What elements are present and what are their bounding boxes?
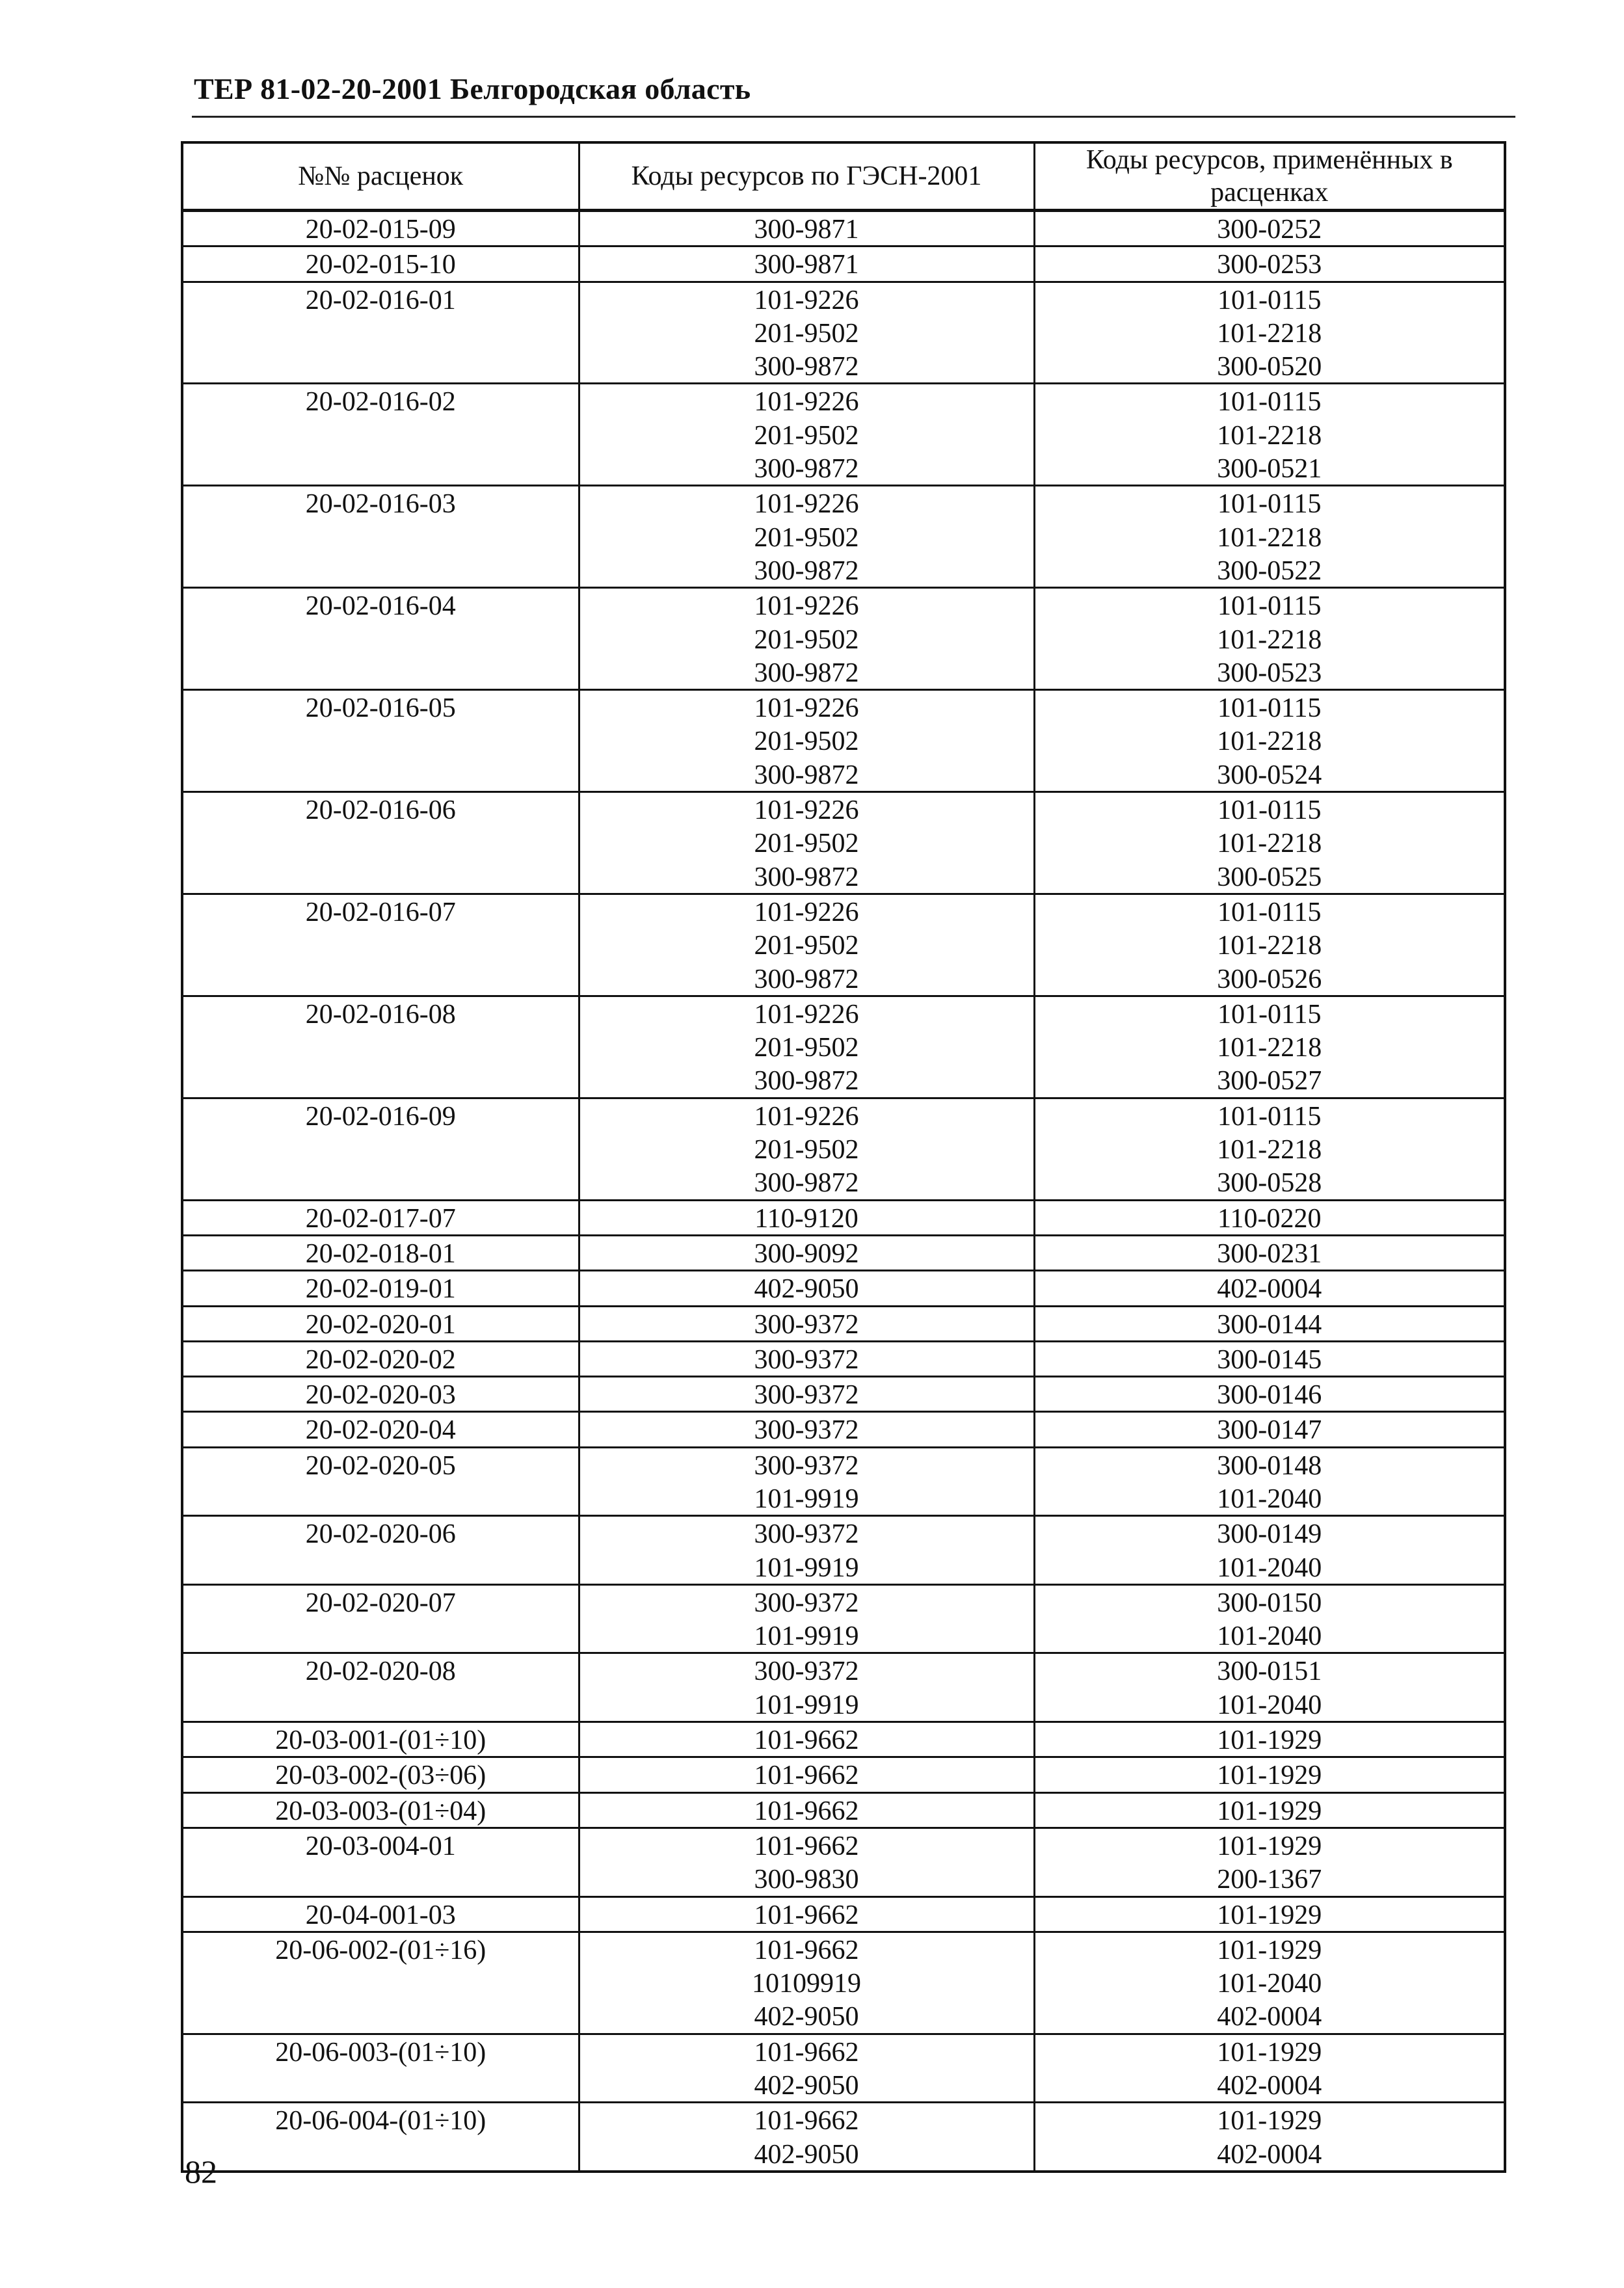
applied-code: 101-0115: [1218, 693, 1322, 724]
applied-code: 101-1929: [1217, 1935, 1322, 1965]
rate-number: 20-03-004-01: [305, 1831, 456, 1861]
applied-code: 101-2218: [1217, 522, 1322, 553]
applied-code: 101-0115: [1218, 999, 1322, 1030]
rate-number-cell: [182, 1828, 579, 1896]
gesn-code: 201-9502: [754, 318, 859, 349]
gesn-code: 101-9226: [754, 591, 859, 622]
rate-number-cell: [182, 1584, 579, 1653]
table-row: [182, 1306, 1505, 1341]
rate-number: 20-02-016-08: [305, 999, 456, 1030]
column-header-gesn-codes: Коды ресурсов по ГЭСН-2001: [579, 142, 1034, 211]
applied-code: 101-2218: [1217, 318, 1322, 349]
applied-code: 300-0527: [1217, 1066, 1322, 1097]
rate-number-cell: [182, 486, 579, 588]
applied-codes-cell: [1034, 1896, 1505, 1932]
rate-number: 20-02-017-07: [305, 1203, 456, 1234]
rate-number-cell: [182, 2103, 579, 2172]
applied-codes-cell: [1034, 1722, 1505, 1757]
rate-number: 20-02-020-08: [305, 1656, 456, 1687]
applied-code: 101-2040: [1217, 1969, 1322, 1999]
applied-code: 300-0145: [1217, 1344, 1322, 1375]
applied-code: 402-0004: [1217, 2071, 1322, 2101]
table-row: [182, 1412, 1505, 1447]
rate-number-cell: [182, 282, 579, 384]
applied-code: 101-2040: [1217, 1552, 1322, 1583]
gesn-code: 201-9502: [754, 829, 859, 859]
table-row: [182, 2103, 1505, 2172]
rate-number-cell: [182, 1412, 579, 1447]
applied-code: 101-2040: [1217, 1690, 1322, 1720]
applied-code: 101-0115: [1218, 897, 1322, 927]
rate-number: 20-02-020-07: [305, 1588, 456, 1618]
gesn-code: 201-9502: [754, 522, 859, 553]
applied-code: 300-0252: [1217, 215, 1322, 245]
rate-number: 20-06-003-(01÷10): [275, 2037, 486, 2068]
gesn-codes-cell: [579, 996, 1034, 1098]
applied-code: 101-0115: [1218, 285, 1322, 315]
applied-codes-cell: [1034, 2103, 1505, 2172]
applied-code: 101-2218: [1217, 726, 1322, 757]
table-row: [182, 1377, 1505, 1412]
gesn-code: 300-9372: [754, 1656, 859, 1687]
gesn-codes-cell: [579, 690, 1034, 792]
rate-number-cell: [182, 1757, 579, 1792]
applied-code: 300-0528: [1217, 1168, 1322, 1199]
gesn-code: 300-9872: [754, 555, 859, 586]
applied-codes-cell: [1034, 1516, 1505, 1585]
gesn-code: 201-9502: [754, 624, 859, 655]
applied-code: 200-1367: [1217, 1865, 1322, 1895]
applied-code: 101-2040: [1217, 1483, 1322, 1514]
applied-code: 300-0524: [1217, 760, 1322, 790]
gesn-codes-cell: [579, 1306, 1034, 1341]
applied-codes-cell: [1034, 996, 1505, 1098]
gesn-codes-cell: [579, 792, 1034, 894]
applied-code: 101-2040: [1217, 1621, 1322, 1652]
applied-code: 101-2218: [1217, 1033, 1322, 1063]
rate-number: 20-03-001-(01÷10): [275, 1725, 486, 1756]
rate-number-cell: [182, 1447, 579, 1516]
gesn-code: 300-9872: [754, 964, 859, 994]
applied-code: 300-0151: [1217, 1656, 1322, 1687]
table-row: [182, 792, 1505, 894]
table-row: [182, 894, 1505, 996]
gesn-code: 300-9872: [754, 862, 859, 892]
table-body: [182, 211, 1505, 2172]
rate-number-cell: [182, 1098, 579, 1200]
applied-codes-cell: [1034, 1235, 1505, 1270]
page-number: 82: [185, 2153, 217, 2190]
table-row: [182, 1200, 1505, 1235]
gesn-code: 110-9120: [754, 1203, 859, 1234]
applied-code: 300-0231: [1217, 1238, 1322, 1269]
table-row: [182, 211, 1505, 246]
gesn-code: 402-9050: [754, 1274, 859, 1305]
applied-code: 101-2218: [1217, 624, 1322, 655]
gesn-code: 402-9050: [754, 2139, 859, 2170]
gesn-codes-cell: [579, 1584, 1034, 1653]
column-header-rate-number: №№ расценок: [182, 142, 579, 211]
rate-number: 20-02-016-09: [305, 1101, 456, 1132]
applied-code: 300-0146: [1217, 1380, 1322, 1411]
applied-codes-cell: [1034, 1828, 1505, 1896]
applied-codes-cell: [1034, 1792, 1505, 1828]
rate-number-cell: [182, 1306, 579, 1341]
gesn-code: 300-9372: [754, 1344, 859, 1375]
applied-code: 101-0115: [1218, 591, 1322, 622]
table-row: [182, 1341, 1505, 1376]
rate-number: 20-02-016-01: [305, 285, 456, 315]
gesn-code: 101-9662: [754, 1831, 859, 1861]
rate-number: 20-02-015-09: [305, 215, 456, 245]
gesn-codes-cell: [579, 1932, 1034, 2034]
table-row: [182, 1828, 1505, 1896]
gesn-code: 101-9919: [754, 1690, 859, 1720]
gesn-code: 201-9502: [754, 726, 859, 757]
gesn-code: 402-9050: [754, 2071, 859, 2101]
applied-codes-cell: [1034, 792, 1505, 894]
table-row: [182, 690, 1505, 792]
rate-number-cell: [182, 1932, 579, 2034]
rate-number: 20-02-016-04: [305, 591, 456, 622]
rate-number: 20-03-002-(03÷06): [275, 1761, 486, 1791]
gesn-code: 300-9872: [754, 760, 859, 790]
gesn-code: 201-9502: [754, 1135, 859, 1165]
applied-codes-cell: [1034, 246, 1505, 282]
gesn-codes-cell: [579, 894, 1034, 996]
gesn-codes-cell: [579, 1722, 1034, 1757]
rate-number: 20-02-016-07: [305, 897, 456, 927]
rate-number: 20-06-002-(01÷16): [275, 1935, 486, 1965]
gesn-code: 101-9919: [754, 1552, 859, 1583]
gesn-codes-cell: [579, 1341, 1034, 1376]
applied-code: 101-0115: [1218, 489, 1322, 520]
applied-code: 101-2218: [1217, 1135, 1322, 1165]
column-header-applied-codes: Коды ресурсов, применённых в расценках: [1034, 142, 1505, 211]
rate-number: 20-02-016-06: [305, 795, 456, 826]
applied-code: 300-0148: [1217, 1450, 1322, 1481]
applied-code: 300-0520: [1217, 352, 1322, 382]
table-row: [182, 996, 1505, 1098]
gesn-code: 101-9662: [754, 1900, 859, 1930]
applied-code: 300-0147: [1217, 1415, 1322, 1446]
gesn-code: 101-9226: [754, 489, 859, 520]
applied-code: 101-2218: [1217, 931, 1322, 961]
applied-codes-cell: [1034, 1653, 1505, 1722]
rate-number-cell: [182, 1516, 579, 1585]
applied-codes-cell: [1034, 1341, 1505, 1376]
gesn-codes-cell: [579, 1447, 1034, 1516]
applied-code: 300-0525: [1217, 862, 1322, 892]
rate-number-cell: [182, 1653, 579, 1722]
rate-number: 20-02-019-01: [305, 1274, 456, 1305]
gesn-code: 101-9226: [754, 285, 859, 315]
applied-code: 101-0115: [1218, 387, 1322, 418]
table-row: [182, 1516, 1505, 1585]
gesn-code: 101-9662: [754, 1725, 859, 1756]
gesn-code: 201-9502: [754, 420, 859, 451]
gesn-code: 101-9919: [754, 1621, 859, 1652]
gesn-codes-cell: [579, 1516, 1034, 1585]
rate-number-cell: [182, 690, 579, 792]
table-row: [182, 1271, 1505, 1306]
gesn-code: 300-9372: [754, 1309, 859, 1340]
applied-code: 300-0521: [1217, 454, 1322, 485]
gesn-codes-cell: [579, 1828, 1034, 1896]
rate-number: 20-02-016-02: [305, 387, 456, 418]
rate-number-cell: [182, 894, 579, 996]
gesn-codes-cell: [579, 2034, 1034, 2103]
rate-number: 20-02-016-03: [305, 489, 456, 520]
applied-codes-cell: [1034, 1447, 1505, 1516]
gesn-code: 300-9872: [754, 352, 859, 382]
rate-number: 20-03-003-(01÷04): [275, 1796, 486, 1826]
rate-number: 20-02-016-05: [305, 693, 456, 724]
gesn-code: 300-9872: [754, 1066, 859, 1097]
rate-number-cell: [182, 1271, 579, 1306]
gesn-code: 101-9226: [754, 387, 859, 418]
resource-codes-table: [181, 141, 1506, 2173]
rate-number: 20-02-020-04: [305, 1415, 456, 1446]
gesn-code: 101-9226: [754, 897, 859, 927]
gesn-codes-cell: [579, 1896, 1034, 1932]
applied-code: 402-0004: [1217, 2002, 1322, 2032]
gesn-codes-cell: [579, 1412, 1034, 1447]
gesn-code: 300-9092: [754, 1238, 859, 1269]
rate-number-cell: [182, 1722, 579, 1757]
gesn-code: 300-9872: [754, 1168, 859, 1199]
applied-code: 402-0004: [1217, 1274, 1322, 1305]
applied-code: 300-0253: [1217, 250, 1322, 280]
gesn-code: 300-9372: [754, 1380, 859, 1411]
applied-code: 101-1929: [1217, 1900, 1322, 1930]
applied-codes-cell: [1034, 486, 1505, 588]
table-row: [182, 384, 1505, 486]
table-header-row: [182, 142, 1505, 211]
applied-codes-cell: [1034, 588, 1505, 690]
gesn-code: 300-9871: [754, 215, 859, 245]
applied-codes-cell: [1034, 1377, 1505, 1412]
applied-code: 300-0523: [1217, 658, 1322, 688]
table-row: [182, 1098, 1505, 1200]
rate-number-cell: [182, 996, 579, 1098]
table-row: [182, 1584, 1505, 1653]
gesn-code: 10109919: [752, 1969, 861, 1999]
applied-code: 300-0150: [1217, 1588, 1322, 1618]
applied-code: 101-1929: [1217, 1725, 1322, 1756]
applied-codes-cell: [1034, 1757, 1505, 1792]
rate-number-cell: [182, 1896, 579, 1932]
gesn-codes-cell: [579, 211, 1034, 246]
gesn-code: 300-9372: [754, 1588, 859, 1618]
table-row: [182, 1235, 1505, 1270]
gesn-code: 402-9050: [754, 2002, 859, 2032]
table-row: [182, 1447, 1505, 1516]
gesn-code: 101-9662: [754, 1796, 859, 1826]
rate-number-cell: [182, 246, 579, 282]
applied-code: 101-1929: [1217, 1796, 1322, 1826]
applied-code: 101-2218: [1217, 420, 1322, 451]
applied-code: 101-1929: [1217, 1831, 1322, 1861]
rate-number: 20-06-004-(01÷10): [275, 2106, 486, 2136]
table-row: [182, 588, 1505, 690]
applied-code: 402-0004: [1217, 2139, 1322, 2170]
gesn-code: 101-9919: [754, 1483, 859, 1514]
applied-codes-cell: [1034, 690, 1505, 792]
applied-code: 110-0220: [1218, 1203, 1322, 1234]
rate-number-cell: [182, 588, 579, 690]
gesn-code: 300-9372: [754, 1415, 859, 1446]
gesn-codes-cell: [579, 282, 1034, 384]
applied-code: 101-1929: [1217, 1761, 1322, 1791]
gesn-code: 101-9662: [754, 2106, 859, 2136]
applied-codes-cell: [1034, 1200, 1505, 1235]
rate-number: 20-02-020-01: [305, 1309, 456, 1340]
rate-number-cell: [182, 384, 579, 486]
applied-codes-cell: [1034, 1098, 1505, 1200]
rate-number-cell: [182, 2034, 579, 2103]
gesn-code: 101-9226: [754, 999, 859, 1030]
table-row: [182, 2034, 1505, 2103]
applied-code: 300-0526: [1217, 964, 1322, 994]
gesn-code: 101-9226: [754, 693, 859, 724]
gesn-code: 201-9502: [754, 931, 859, 961]
applied-code: 101-0115: [1218, 795, 1322, 826]
table-row: [182, 1792, 1505, 1828]
applied-codes-cell: [1034, 282, 1505, 384]
gesn-code: 300-9871: [754, 250, 859, 280]
rate-number: 20-02-018-01: [305, 1238, 456, 1269]
gesn-codes-cell: [579, 1653, 1034, 1722]
gesn-code: 101-9226: [754, 795, 859, 826]
table-row: [182, 1757, 1505, 1792]
gesn-codes-cell: [579, 1235, 1034, 1270]
gesn-codes-cell: [579, 1098, 1034, 1200]
table-row: [182, 1653, 1505, 1722]
gesn-code: 201-9502: [754, 1033, 859, 1063]
applied-codes-cell: [1034, 894, 1505, 996]
gesn-codes-cell: [579, 1200, 1034, 1235]
gesn-codes-cell: [579, 588, 1034, 690]
gesn-code: 300-9872: [754, 658, 859, 688]
rate-number: 20-02-015-10: [305, 250, 456, 280]
applied-codes-cell: [1034, 384, 1505, 486]
applied-codes-cell: [1034, 2034, 1505, 2103]
applied-codes-cell: [1034, 211, 1505, 246]
table-row: [182, 1932, 1505, 2034]
rate-number-cell: [182, 1235, 579, 1270]
gesn-code: 101-9662: [754, 1935, 859, 1965]
gesn-code: 300-9830: [754, 1865, 859, 1895]
rate-number-cell: [182, 1341, 579, 1376]
header-rule: [192, 116, 1515, 118]
page-header: ТЕР 81-02-20-2001 Белгородская область: [194, 72, 751, 105]
gesn-codes-cell: [579, 1377, 1034, 1412]
rate-number: 20-02-020-02: [305, 1344, 456, 1375]
rate-number: 20-02-020-05: [305, 1450, 456, 1481]
applied-codes-cell: [1034, 1584, 1505, 1653]
applied-code: 101-0115: [1218, 1101, 1322, 1132]
applied-code: 300-0522: [1217, 555, 1322, 586]
rate-number: 20-04-001-03: [305, 1900, 456, 1930]
gesn-code: 300-9872: [754, 454, 859, 485]
gesn-code: 101-9662: [754, 1761, 859, 1791]
applied-code: 300-0149: [1217, 1519, 1322, 1550]
gesn-codes-cell: [579, 1757, 1034, 1792]
gesn-code: 101-9662: [754, 2037, 859, 2068]
table-row: [182, 486, 1505, 588]
rate-number-cell: [182, 211, 579, 246]
table-row: [182, 1722, 1505, 1757]
gesn-codes-cell: [579, 2103, 1034, 2172]
rate-number-cell: [182, 1792, 579, 1828]
gesn-code: 300-9372: [754, 1450, 859, 1481]
gesn-code: 101-9226: [754, 1101, 859, 1132]
gesn-codes-cell: [579, 246, 1034, 282]
applied-codes-cell: [1034, 1271, 1505, 1306]
table-row: [182, 282, 1505, 384]
rate-number-cell: [182, 1377, 579, 1412]
rate-number: 20-02-020-06: [305, 1519, 456, 1550]
gesn-code: 300-9372: [754, 1519, 859, 1550]
applied-code: 101-1929: [1217, 2106, 1322, 2136]
rate-number: 20-02-020-03: [305, 1380, 456, 1411]
applied-code: 101-2218: [1217, 829, 1322, 859]
applied-code: 101-1929: [1217, 2037, 1322, 2068]
gesn-codes-cell: [579, 1792, 1034, 1828]
gesn-codes-cell: [579, 1271, 1034, 1306]
applied-code: 300-0144: [1217, 1309, 1322, 1340]
applied-codes-cell: [1034, 1412, 1505, 1447]
table-row: [182, 246, 1505, 282]
rate-number-cell: [182, 792, 579, 894]
table-row: [182, 1896, 1505, 1932]
gesn-codes-cell: [579, 384, 1034, 486]
applied-codes-cell: [1034, 1932, 1505, 2034]
gesn-codes-cell: [579, 486, 1034, 588]
rate-number-cell: [182, 1200, 579, 1235]
applied-codes-cell: [1034, 1306, 1505, 1341]
